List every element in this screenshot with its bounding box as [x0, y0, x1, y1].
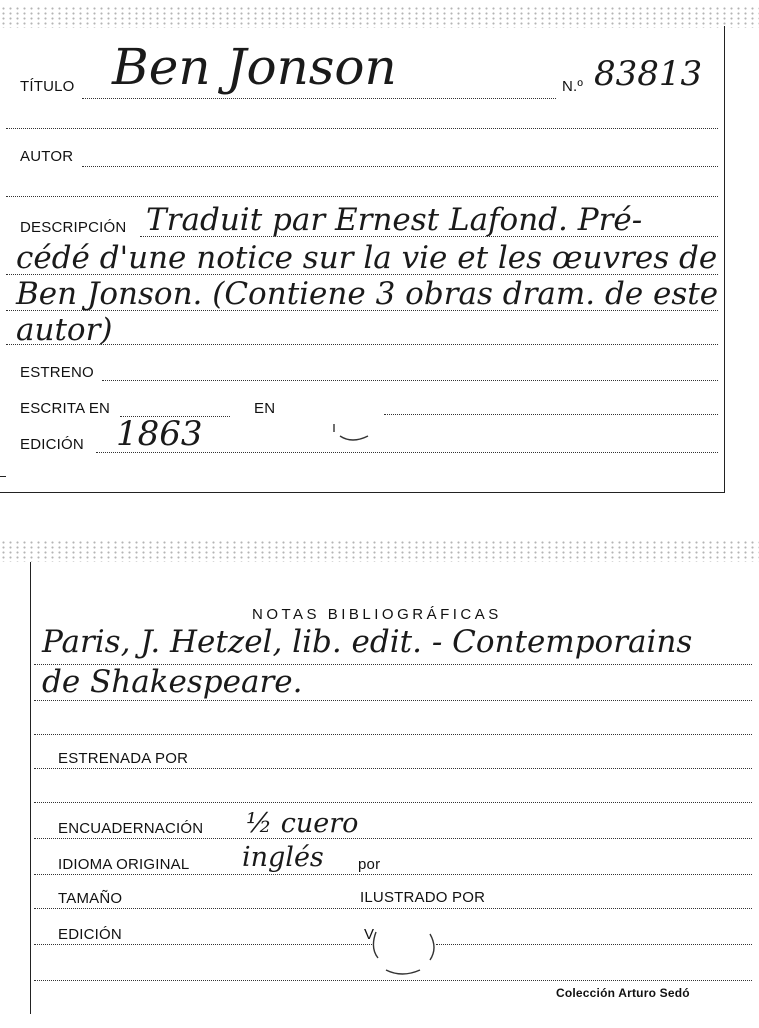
notas-header: NOTAS BIBLIOGRÁFICAS	[252, 606, 502, 623]
v-label: V	[364, 926, 375, 943]
titulo-rule	[82, 98, 556, 99]
notes-rule	[34, 734, 752, 735]
descripcion-line: cédé d'une notice sur la vie et les œuvres de	[16, 240, 718, 276]
notes-line: Paris, J. Hetzel, lib. edit. - Contemporains	[42, 624, 693, 660]
tamano-label: TAMAÑO	[58, 890, 123, 907]
idioma-rule	[34, 874, 752, 875]
edicion-rule-right	[436, 944, 752, 945]
encuadernacion-rule	[34, 838, 752, 839]
ilustrado-por-label: ILUSTRADO POR	[360, 889, 486, 906]
descripcion-rule	[6, 344, 718, 345]
idioma-original-label: IDIOMA ORIGINAL	[58, 856, 190, 873]
descripcion-line: Traduit par Ernest Lafond. Pré-	[146, 202, 643, 238]
blank-rule	[6, 128, 718, 129]
encuadernacion-label: ENCUADERNACIÓN	[58, 820, 204, 837]
paper-speckle-bottom	[0, 540, 759, 562]
blank-rule	[34, 980, 752, 981]
blank-rule	[6, 196, 718, 197]
estreno-rule	[102, 380, 718, 381]
edicion-rule-left	[34, 944, 374, 945]
estrenada-por-rule	[34, 768, 752, 769]
autor-label: AUTOR	[20, 148, 74, 165]
titulo-label: TÍTULO	[20, 78, 75, 95]
blank-rule	[34, 802, 752, 803]
encuadernacion-value: ½ cuero	[246, 808, 359, 839]
numero-value: 83813	[594, 54, 703, 94]
descripcion-line: Ben Jonson. (Contiene 3 obras dram. de este	[16, 276, 719, 312]
notes-line: de Shakespeare.	[42, 664, 303, 700]
estreno-label: ESTRENO	[20, 364, 94, 381]
edicion-label: EDICIÓN	[20, 436, 84, 453]
edge-tick	[0, 476, 6, 477]
por-label: por	[358, 856, 381, 873]
idioma-original-value: inglés	[242, 842, 324, 873]
autor-rule	[82, 166, 718, 167]
estrenada-por-label: ESTRENADA POR	[58, 750, 189, 767]
titulo-value: Ben Jonson	[112, 38, 397, 96]
edicion-value: 1863	[116, 414, 203, 454]
collection-footer: Colección Arturo Sedó	[556, 986, 690, 1000]
notes-rule	[34, 700, 752, 701]
en-rule	[384, 414, 718, 415]
punch-mark-top	[330, 420, 374, 444]
escrita-en-label: ESCRITA EN	[20, 400, 111, 417]
paper-speckle-top	[0, 6, 759, 28]
punch-mark-bottom	[368, 928, 440, 980]
descripcion-label: DESCRIPCIÓN	[20, 219, 127, 236]
en-label: EN	[254, 400, 276, 417]
edicion-label-bottom: EDICIÓN	[58, 926, 122, 943]
descripcion-line: autor)	[16, 312, 113, 348]
numero-label: N.º	[562, 78, 584, 95]
tamano-rule	[34, 908, 752, 909]
